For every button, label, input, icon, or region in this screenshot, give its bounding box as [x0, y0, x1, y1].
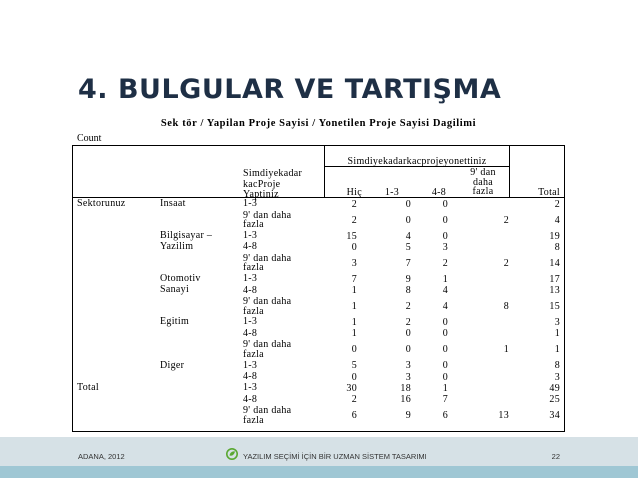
- value-cell-c48: 0: [442, 198, 448, 210]
- footer-title: YAZILIM SEÇİMİ İÇİN BİR UZMAN SİSTEM TASARIMI: [243, 452, 427, 461]
- value-cell-total: 8: [554, 360, 560, 372]
- value-cell-c13: 9: [405, 410, 411, 422]
- value-cell-c9: 1: [503, 344, 509, 356]
- value-cell-total: 1: [554, 344, 560, 356]
- column-header-4-8: 4-8: [431, 187, 447, 198]
- column-header-9plus: 9' dan: [470, 167, 496, 178]
- value-cell-c13: 16: [400, 394, 411, 406]
- sector-name: Otomotiv: [160, 273, 201, 285]
- value-cell-c48: 4: [442, 285, 448, 297]
- value-cell-c13: 2: [405, 316, 411, 328]
- value-cell-total: 34: [549, 410, 560, 422]
- row-label: 4-8: [243, 393, 258, 405]
- value-cell-c48: 0: [442, 316, 448, 328]
- value-cell-c48: 0: [442, 230, 448, 242]
- row-label: 4-8: [243, 327, 258, 339]
- value-cell-c13: 2: [405, 301, 411, 312]
- row-label: fazla: [243, 219, 264, 231]
- sector-name: Insaat: [160, 198, 186, 210]
- value-cell-c48: 6: [442, 410, 448, 422]
- value-cell-c48: 4: [442, 301, 448, 312]
- sector-name: Egitim: [160, 316, 190, 328]
- row-label: 9' dan daha: [243, 405, 292, 417]
- row-label: 1-3: [243, 359, 258, 371]
- row-label: 9' dan daha: [243, 339, 292, 351]
- value-cell-c9: 13: [498, 410, 509, 422]
- value-cell-hic: 7: [351, 273, 357, 285]
- value-cell-hic: 15: [346, 230, 357, 242]
- value-cell-c48: 0: [442, 360, 448, 372]
- value-cell-hic: 30: [346, 382, 357, 394]
- value-cell-c13: 0: [405, 344, 411, 356]
- row-label: fazla: [243, 305, 264, 317]
- value-cell-total: 15: [549, 301, 560, 312]
- table-title: Sek tör / Yapilan Proje Sayisi / Yonetilen Proje Sayisi Dagilimi: [160, 118, 477, 129]
- crosstab-table: [67, 112, 570, 437]
- column-group-header: Simdiyekadarkacprojeyonettiniz: [347, 156, 487, 167]
- value-cell-total: 1: [554, 328, 560, 340]
- value-cell-c13: 3: [405, 371, 411, 383]
- value-cell-hic: 1: [351, 328, 357, 340]
- value-cell-c13: 8: [405, 285, 411, 297]
- value-cell-c13: 5: [405, 241, 411, 253]
- row-label: 1-3: [243, 273, 258, 285]
- value-cell-total: 4: [554, 214, 560, 226]
- value-cell-hic: 3: [351, 257, 357, 269]
- value-cell-c48: 3: [442, 241, 448, 253]
- leaf-logo-icon: [226, 448, 238, 460]
- row-header-label: kacProje: [243, 178, 281, 190]
- column-header-hic: Hiç: [346, 187, 362, 198]
- row-label: fazla: [243, 262, 264, 274]
- value-cell-hic: 0: [351, 371, 357, 383]
- sector-name: Bilgisayar –: [160, 230, 213, 241]
- row-header-label: Yaptiniz: [243, 189, 279, 200]
- value-cell-total: 19: [549, 230, 560, 242]
- row-label: 9' dan daha: [243, 252, 292, 264]
- sector-group-label: Sektorunuz: [77, 198, 126, 210]
- value-cell-c48: 1: [442, 382, 448, 394]
- value-cell-hic: 1: [351, 301, 357, 312]
- total-label: Total: [77, 382, 99, 394]
- row-label: 4-8: [243, 284, 258, 296]
- value-cell-hic: 1: [351, 316, 357, 328]
- value-cell-hic: 6: [351, 410, 357, 422]
- value-cell-c13: 9: [405, 273, 411, 285]
- value-cell-c13: 7: [405, 257, 411, 269]
- value-cell-c48: 1: [442, 273, 448, 285]
- sector-name: Sanayi: [160, 283, 190, 295]
- row-label: 1-3: [243, 316, 258, 328]
- page-number: 22: [551, 452, 560, 461]
- value-cell-hic: 1: [351, 285, 357, 297]
- row-label: 1-3: [243, 230, 258, 241]
- value-cell-c9: 2: [503, 257, 509, 269]
- footer-bar: [0, 466, 638, 478]
- row-label: fazla: [243, 348, 264, 360]
- value-cell-total: 25: [549, 394, 560, 406]
- value-cell-c9: 2: [503, 214, 509, 226]
- value-cell-total: 49: [549, 382, 560, 394]
- value-cell-c48: 2: [442, 257, 448, 269]
- sector-name: Diger: [160, 359, 185, 371]
- row-label: 9' dan daha: [243, 296, 292, 307]
- footer-location: ADANA, 2012: [78, 452, 125, 461]
- count-label: Count: [77, 133, 102, 144]
- value-cell-c9: 8: [503, 301, 509, 312]
- column-header-9plus: fazla: [472, 186, 494, 197]
- value-cell-c13: 0: [405, 328, 411, 340]
- value-cell-total: 2: [554, 198, 560, 210]
- row-header-label: Simdiyekadar: [243, 168, 303, 179]
- value-cell-total: 17: [549, 273, 560, 285]
- value-cell-c48: 0: [442, 328, 448, 340]
- value-cell-c48: 7: [442, 394, 448, 406]
- value-cell-hic: 2: [351, 214, 357, 226]
- column-header-total: Total: [538, 187, 560, 198]
- column-header-9plus: daha: [472, 176, 494, 188]
- value-cell-c13: 0: [405, 214, 411, 226]
- row-label: 1-3: [243, 198, 258, 210]
- value-cell-c13: 18: [400, 382, 411, 394]
- value-cell-total: 14: [549, 257, 560, 269]
- row-label: 4-8: [243, 371, 258, 382]
- slide-title: 4. BULGULAR VE TARTIŞMA: [78, 74, 502, 105]
- row-label: 4-8: [243, 241, 258, 253]
- value-cell-hic: 2: [351, 198, 357, 210]
- value-cell-total: 3: [554, 371, 560, 383]
- column-header-1-3: 1-3: [384, 187, 400, 198]
- value-cell-total: 3: [554, 316, 560, 328]
- value-cell-hic: 5: [351, 360, 357, 372]
- sector-name: Yazilim: [160, 240, 194, 252]
- value-cell-c48: 0: [442, 371, 448, 383]
- row-label: 9' dan daha: [243, 209, 292, 221]
- value-cell-hic: 0: [351, 241, 357, 253]
- value-cell-c48: 0: [442, 344, 448, 356]
- value-cell-c13: 4: [405, 230, 411, 242]
- row-label: fazla: [243, 414, 264, 426]
- value-cell-total: 8: [554, 241, 560, 253]
- row-label: 1-3: [243, 382, 258, 394]
- value-cell-hic: 2: [351, 394, 357, 406]
- value-cell-c48: 0: [442, 214, 448, 226]
- value-cell-c13: 3: [405, 360, 411, 372]
- value-cell-c13: 0: [405, 198, 411, 210]
- value-cell-hic: 0: [351, 344, 357, 356]
- value-cell-total: 13: [549, 285, 560, 297]
